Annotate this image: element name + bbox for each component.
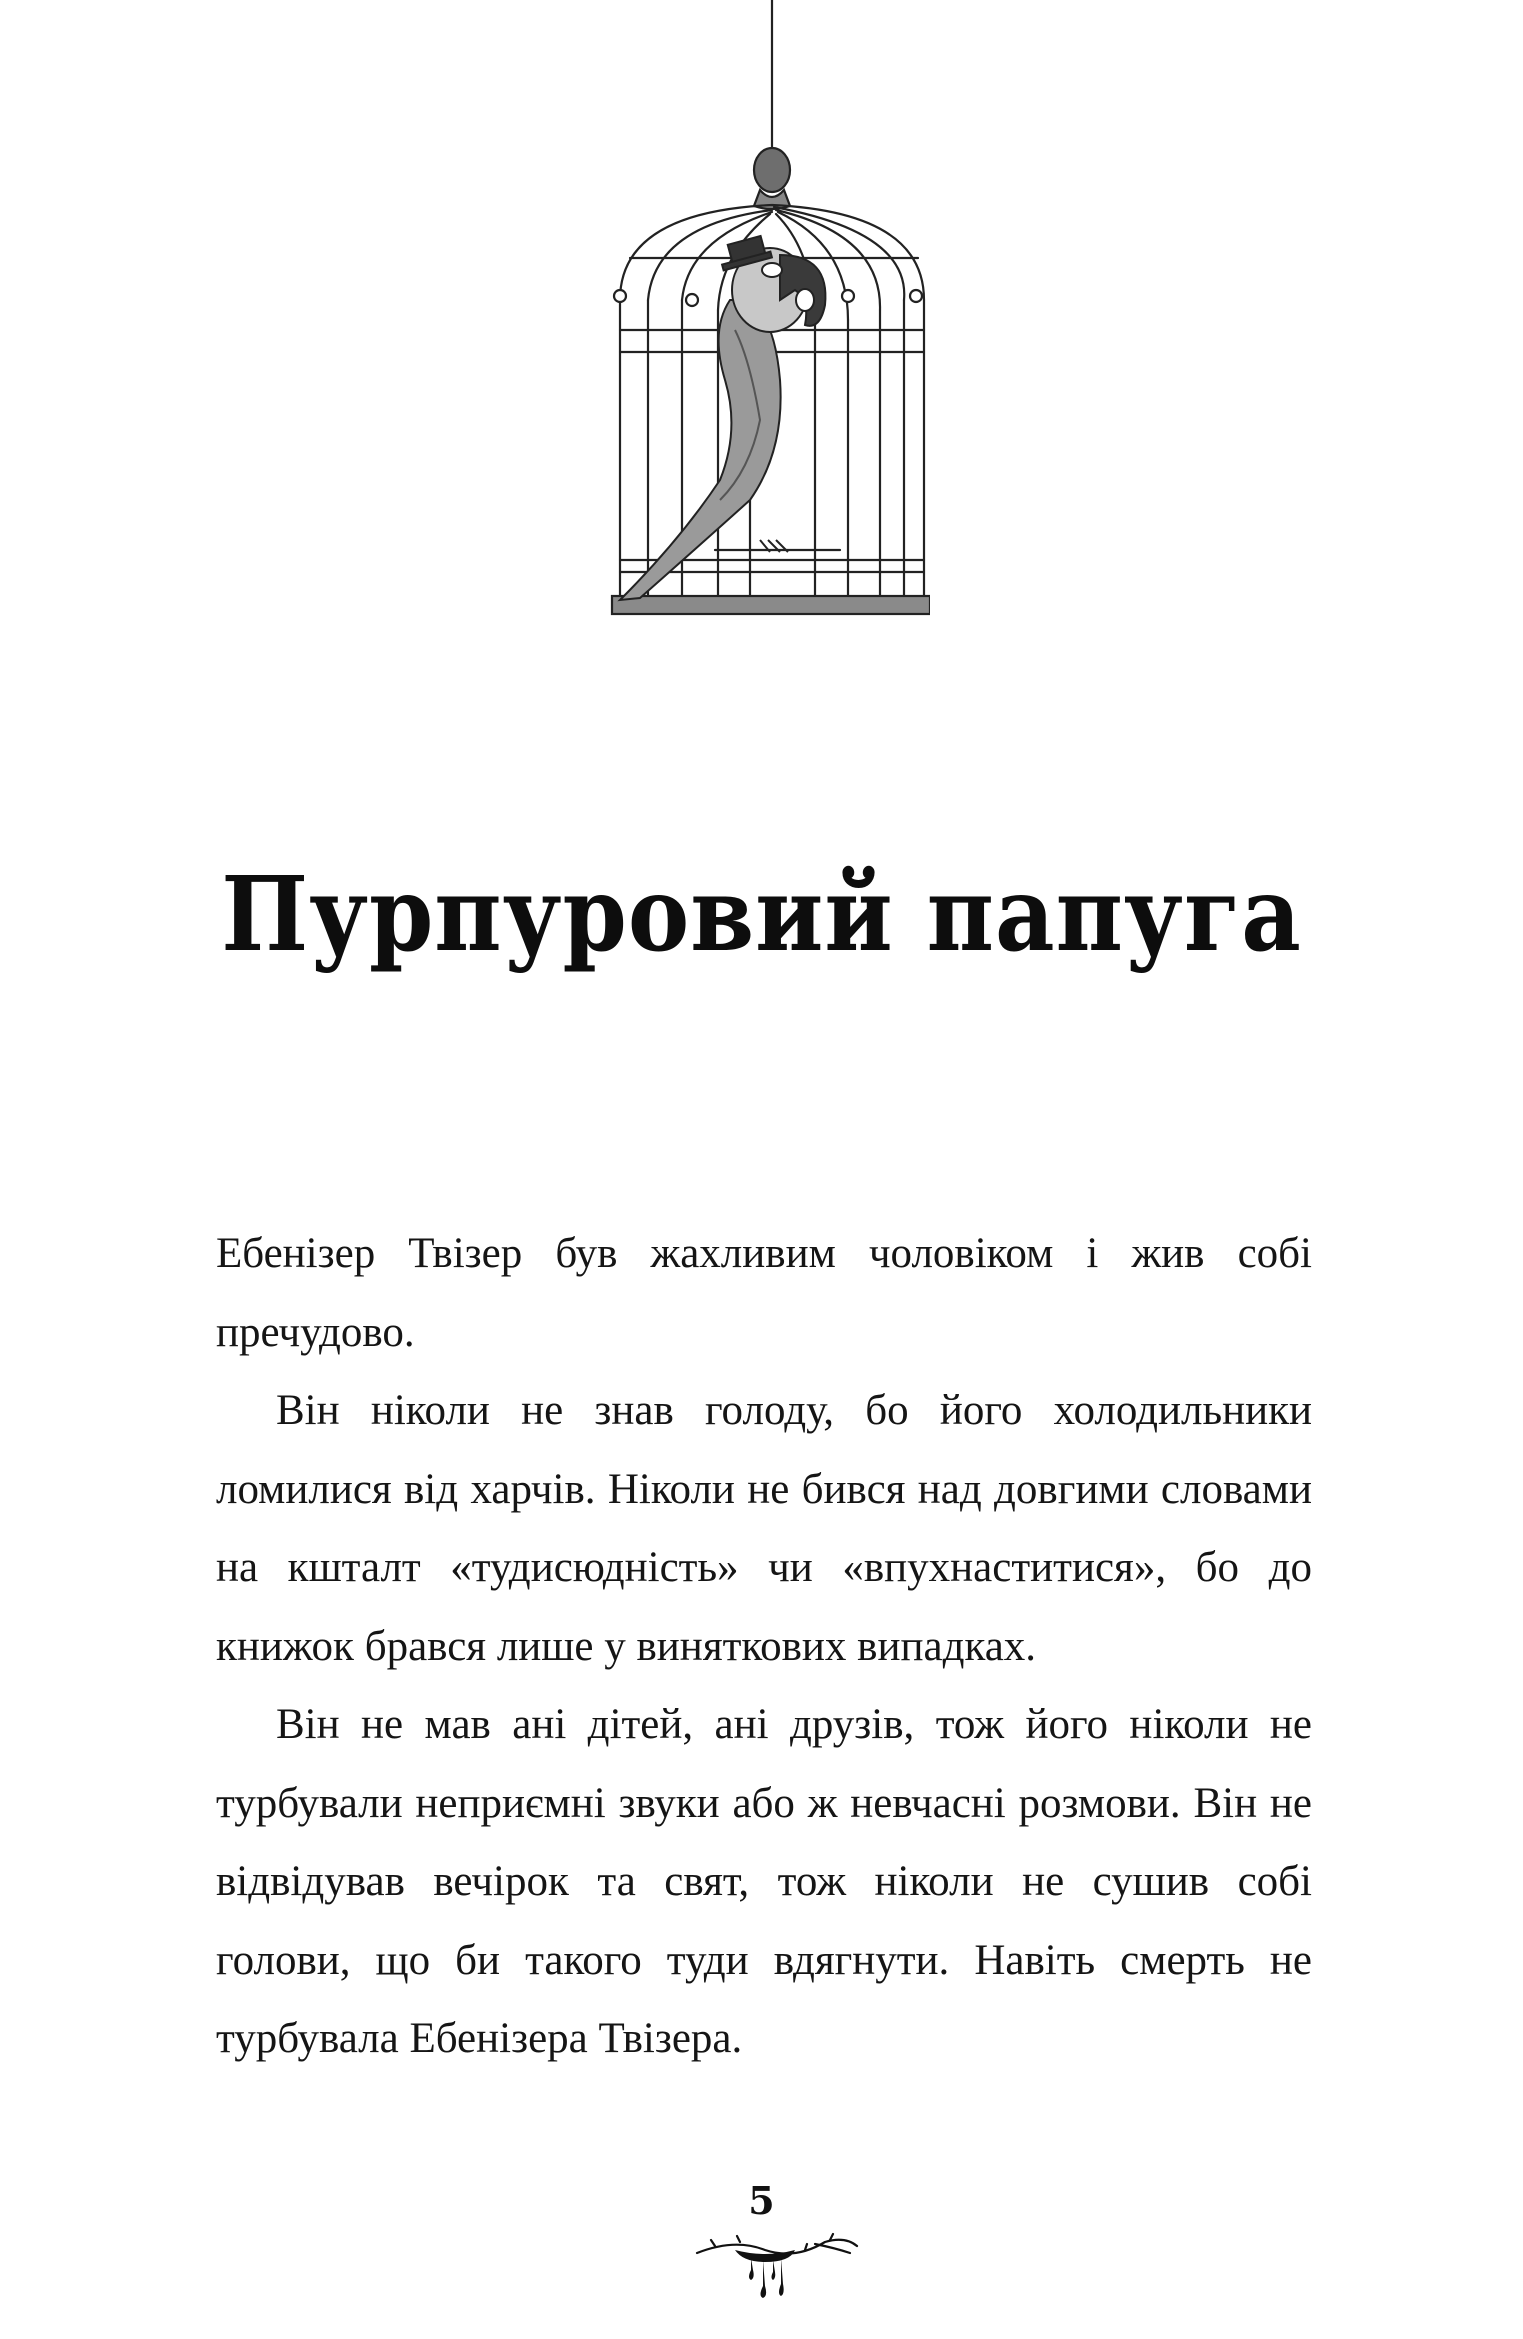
- body-text: [216, 1215, 1312, 2079]
- paragraph: Ебенізер Твізер був жахливим чоловіком і жив собі пречудово.: [216, 1230, 1312, 1356]
- page-number: 5: [748, 2178, 775, 2223]
- parrot-cage-illustration: [600, 0, 930, 620]
- paragraph: Він не мав ані дітей, ані друзів, тож його ніколи не турбували неприємні звуки або ж невчасні розмови. Він не відвідував вечірок та свят, тож ніколи не сушив собі голови, що би такого туди вдягнути. Навіть смерть не турбувала Ебенізера Твізера.: [216, 1701, 1312, 2062]
- paragraph: Він ніколи не знав голоду, бо його холодильники ломилися від харчів. Ніколи не бився над довгими словами на кшталт «тудисюдність» чи «впухнаститися», бо до книжок брався лише у виняткових випадках.: [216, 1387, 1312, 1670]
- dripping-branch-ornament-icon: [695, 2228, 860, 2308]
- chapter-title: Пурпуровий папуга: [221, 853, 1302, 975]
